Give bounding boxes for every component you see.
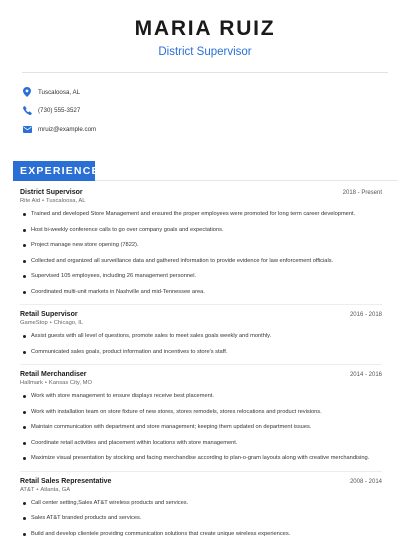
job-bullets [20, 500, 382, 538]
section-divider [95, 180, 398, 181]
bullet-item: Trained and developed Store Management and ensured the proper employees were promoted for long term career development. [23, 211, 382, 218]
bullet-item: Host bi-weekly conference calls to go over company goals and expectations. [23, 227, 382, 234]
bullet-item: Maximize visual presentation by stocking and facing merchandise according to plan-o-gram layouts along with creative merchandising. [23, 455, 382, 462]
job-title: Retail Sales Representative [20, 477, 112, 485]
contact-location-text: Tuscaloosa, AL [38, 88, 81, 96]
job-dates: 2018 - Present [342, 190, 382, 196]
job-dates: 2008 - 2014 [349, 478, 382, 485]
job-bullets [20, 211, 382, 296]
job-company: Rite Aid [20, 198, 40, 204]
job-location: Kansas City, MO [48, 380, 92, 386]
bullet-item: Collected and organized all surveillance data and gathered information to provide evidence for law enforcement officials. [23, 258, 382, 265]
job-company: AT&T [20, 486, 35, 493]
job-dates: 2016 - 2018 [349, 312, 382, 318]
contact-location [22, 83, 410, 101]
contact-email-text: mruiz@example.com [38, 125, 97, 133]
job-dates: 2014 - 2016 [349, 372, 382, 378]
job-company: GameStop [20, 320, 48, 326]
bullet-item: Communicated sales goals, product information and incentives to store's staff. [23, 349, 382, 356]
contact-phone [22, 102, 410, 120]
bullet-item: Coordinated multi-unit markets in Nashville and mid-Tennessee area. [23, 289, 382, 296]
bullet-item: Maintain communication with department and store management; keeping them updated on department issues. [23, 424, 382, 431]
resume-header [0, 0, 410, 59]
job-company-line: Hallmark • Kansas City, MO [20, 380, 92, 386]
job-title: Retail Supervisor [20, 311, 78, 318]
contact-email [22, 120, 410, 138]
bullet-item: Supervised 105 employees, including 26 management personnel. [23, 273, 382, 280]
job-entry [20, 311, 382, 356]
bullet-item: Work with store management to ensure displays receive best placement. [23, 393, 382, 400]
job-entry [20, 189, 382, 296]
job-entry [20, 371, 382, 462]
job-location: Chicago, IL [53, 320, 84, 326]
bullet-item: Assist guests with all level of questions, promote sales to meet sales goals weekly and monthly. [23, 333, 382, 340]
job-location: Atlanta, GA [40, 486, 71, 493]
job-company-line: Rite Aid • Tuscaloosa, AL [20, 198, 86, 204]
job-title: District Supervisor [20, 189, 83, 196]
bullet-item: Sales AT&T branded products and services. [23, 515, 382, 522]
section-heading-experience: EXPERIENCE [13, 161, 95, 181]
location-pin-icon [22, 87, 32, 97]
experience-list [20, 189, 382, 546]
job-bullets [20, 393, 382, 462]
candidate-title: District Supervisor [158, 46, 252, 58]
contact-phone-text: (730) 555-3527 [38, 107, 81, 114]
job-company-line: GameStop • Chicago, IL [20, 320, 84, 326]
phone-icon [22, 106, 32, 116]
bullet-item: Build and develop clientele providing communication solutions that create unique wireless experiences. [23, 531, 382, 538]
bullet-item: Project manage new store opening (7822). [23, 242, 382, 249]
job-divider [20, 471, 382, 472]
job-divider [20, 304, 382, 305]
job-divider [20, 364, 382, 365]
candidate-name: MARIA RUIZ [134, 17, 276, 40]
contact-list [0, 73, 410, 138]
bullet-item: Work with installation team on store fixture of new stores, stores remodels, stores relocations and product revisions. [23, 409, 382, 416]
bullet-item: Call center setting,Sales AT&T wireless products and services. [23, 500, 382, 507]
job-company: Hallmark [20, 380, 43, 386]
job-bullets [20, 333, 382, 356]
job-company-line: AT&T • Atlanta, GA [20, 486, 71, 493]
email-icon [22, 124, 32, 134]
bullet-item: Coordinate retail activities and placement within locations with store management. [23, 440, 382, 447]
job-location: Tuscaloosa, AL [46, 198, 86, 204]
job-title: Retail Merchandiser [20, 371, 87, 378]
job-entry [20, 478, 382, 538]
